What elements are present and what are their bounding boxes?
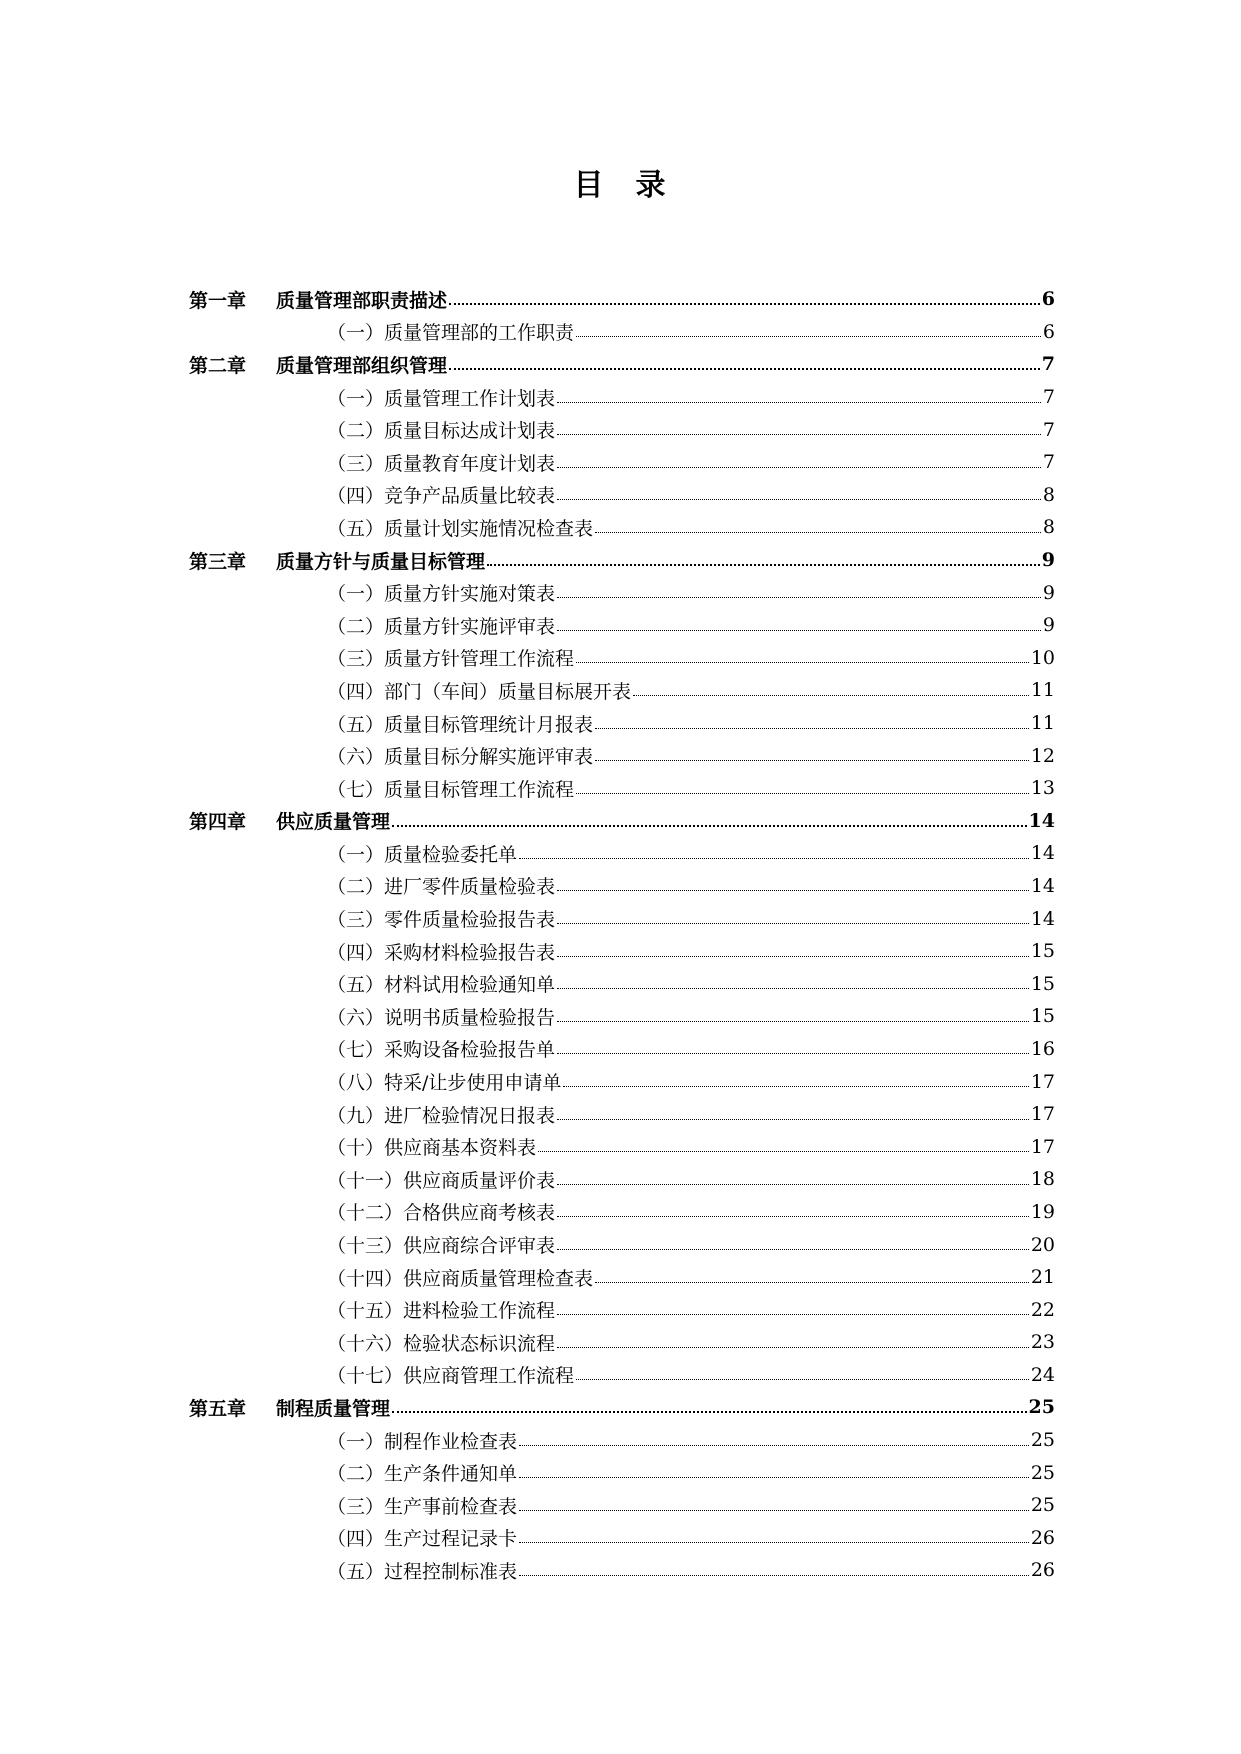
toc-page-number: 17 [1030, 1135, 1055, 1158]
page-title [0, 160, 1241, 204]
toc-entry-title: （五）材料试用检验通知单 [327, 974, 556, 997]
toc-section-entry[interactable] [189, 446, 1055, 479]
toc-entry-title: （二）质量目标达成计划表 [327, 420, 556, 443]
toc-page-number: 14 [1030, 907, 1055, 930]
toc-dot-leader [563, 1066, 1028, 1087]
toc-page-number: 26 [1030, 1559, 1055, 1582]
toc-section-entry[interactable] [189, 316, 1055, 349]
toc-page-number: 23 [1030, 1331, 1055, 1354]
toc-dot-leader [519, 1457, 1029, 1478]
toc-page-number: 15 [1030, 972, 1055, 995]
toc-section-entry[interactable] [189, 1456, 1055, 1489]
toc-entry-title: 制程质量管理 [276, 1397, 391, 1420]
toc-entry-title: （十六）检验状态标识流程 [327, 1332, 556, 1355]
toc-section-entry[interactable] [189, 772, 1055, 805]
toc-entry-title: （十三）供应商综合评审表 [327, 1235, 556, 1258]
toc-dot-leader [557, 447, 1041, 468]
toc-entry-title: （十四）供应商质量管理检查表 [327, 1267, 594, 1290]
toc-page-number: 16 [1030, 1037, 1055, 1060]
toc-dot-leader [595, 708, 1029, 729]
toc-chapter-number: 第三章 [189, 550, 247, 573]
toc-section-entry[interactable] [189, 1489, 1055, 1522]
toc-entry-title: （七）质量目标管理工作流程 [327, 778, 575, 801]
toc-page-number: 7 [1042, 386, 1055, 409]
toc-section-entry[interactable] [189, 1424, 1055, 1457]
toc-entry-title: （八）特采/让步使用申请单 [327, 1072, 562, 1095]
toc-page-number: 9 [1041, 549, 1055, 572]
toc-section-entry[interactable] [189, 1261, 1055, 1294]
toc-page-number: 17 [1030, 1070, 1055, 1093]
toc-chapter-number: 第五章 [189, 1397, 247, 1420]
toc-dot-leader [557, 1033, 1029, 1054]
toc-entry-title: （十七）供应商管理工作流程 [327, 1365, 575, 1388]
table-of-contents [189, 283, 1055, 1587]
toc-page-number: 6 [1042, 320, 1055, 343]
toc-entry-title: （十二）合格供应商考核表 [327, 1202, 556, 1225]
toc-chapter-number: 第一章 [189, 289, 247, 312]
toc-section-entry[interactable] [189, 674, 1055, 707]
toc-page-number: 8 [1042, 516, 1055, 539]
toc-page-number: 15 [1030, 940, 1055, 963]
toc-dot-leader [519, 1522, 1029, 1543]
toc-dot-leader [595, 740, 1029, 761]
toc-entry-title: 质量管理部职责描述 [276, 289, 448, 312]
toc-dot-leader [449, 283, 1040, 305]
toc-entry-title: （九）进厂检验情况日报表 [327, 1104, 556, 1127]
toc-page-number: 9 [1042, 581, 1055, 604]
toc-dot-leader [595, 512, 1041, 533]
page-title-char-2: 录 [635, 168, 668, 203]
toc-dot-leader [576, 1359, 1029, 1380]
toc-entry-title: （四）竞争产品质量比较表 [327, 485, 556, 508]
toc-entry-title: （一）质量管理部的工作职责 [327, 322, 575, 345]
toc-page-number: 18 [1030, 1168, 1055, 1191]
toc-entry-title: （十五）进料检验工作流程 [327, 1300, 556, 1323]
toc-section-entry[interactable] [189, 511, 1055, 544]
toc-dot-leader [576, 773, 1029, 794]
toc-section-entry[interactable] [189, 1293, 1055, 1326]
toc-chapter-entry[interactable] [189, 283, 1055, 316]
toc-page-number: 14 [1030, 842, 1055, 865]
toc-section-entry[interactable] [189, 870, 1055, 903]
toc-chapter-number: 第二章 [189, 354, 247, 377]
toc-entry-title: （六）说明书质量检验报告 [327, 1006, 556, 1029]
toc-entry-title: （三）生产事前检查表 [327, 1495, 518, 1518]
toc-dot-leader [557, 870, 1029, 891]
toc-dot-leader [538, 1131, 1029, 1152]
toc-page-number: 7 [1042, 451, 1055, 474]
toc-entry-title: （三）质量教育年度计划表 [327, 452, 556, 475]
toc-entry-title: 质量方针与质量目标管理 [276, 550, 486, 573]
toc-section-entry[interactable] [189, 902, 1055, 935]
toc-dot-leader [633, 675, 1029, 696]
toc-dot-leader [519, 1425, 1029, 1446]
toc-page-number: 12 [1030, 744, 1055, 767]
toc-section-entry[interactable] [189, 1228, 1055, 1261]
toc-section-entry[interactable] [189, 1098, 1055, 1131]
toc-dot-leader [519, 838, 1029, 859]
toc-chapter-number: 第四章 [189, 811, 247, 834]
toc-dot-leader [557, 1001, 1029, 1022]
toc-entry-title: （十一）供应商质量评价表 [327, 1169, 556, 1192]
toc-dot-leader [557, 1229, 1029, 1250]
toc-dot-leader [557, 414, 1041, 435]
toc-chapter-entry[interactable] [189, 805, 1055, 838]
toc-page-number: 11 [1030, 679, 1055, 702]
toc-entry-title: 质量管理部组织管理 [276, 354, 448, 377]
toc-dot-leader [519, 1555, 1029, 1576]
toc-chapter-entry[interactable] [189, 544, 1055, 577]
toc-chapter-entry[interactable] [189, 348, 1055, 381]
toc-dot-leader [557, 1327, 1029, 1348]
toc-section-entry[interactable] [189, 479, 1055, 512]
toc-section-entry[interactable] [189, 576, 1055, 609]
toc-dot-leader [519, 1490, 1029, 1511]
toc-page-number: 15 [1030, 1005, 1055, 1028]
toc-section-entry[interactable] [189, 1065, 1055, 1098]
toc-entry-title: （三）零件质量检验报告表 [327, 909, 556, 932]
toc-page-number: 17 [1030, 1103, 1055, 1126]
toc-section-entry[interactable] [189, 1163, 1055, 1196]
toc-dot-leader [557, 968, 1029, 989]
toc-section-entry[interactable] [189, 1359, 1055, 1392]
toc-dot-leader [557, 479, 1041, 500]
toc-dot-leader [557, 1294, 1029, 1315]
toc-section-entry[interactable] [189, 1000, 1055, 1033]
toc-entry-title: （四）生产过程记录卡 [327, 1528, 518, 1551]
toc-dot-leader [449, 348, 1040, 370]
toc-page-number: 9 [1042, 614, 1055, 637]
toc-section-entry[interactable] [189, 1130, 1055, 1163]
toc-entry-title: （一）制程作业检查表 [327, 1430, 518, 1453]
toc-page-number: 8 [1042, 483, 1055, 506]
toc-dot-leader [392, 805, 1027, 827]
toc-entry-title: （一）质量方针实施对策表 [327, 583, 556, 606]
toc-section-entry[interactable] [189, 1196, 1055, 1229]
toc-page-number: 20 [1030, 1233, 1055, 1256]
toc-page-number: 25 [1030, 1429, 1055, 1452]
toc-dot-leader [557, 903, 1029, 924]
toc-section-entry[interactable] [189, 609, 1055, 642]
toc-dot-leader [487, 544, 1040, 566]
toc-dot-leader [576, 642, 1029, 663]
toc-dot-leader [576, 316, 1041, 337]
toc-page-number: 7 [1042, 418, 1055, 441]
toc-page-number: 13 [1030, 777, 1055, 800]
toc-page-number: 25 [1030, 1494, 1055, 1517]
toc-page-number: 21 [1030, 1266, 1055, 1289]
toc-section-entry[interactable] [189, 935, 1055, 968]
toc-page-number: 11 [1030, 712, 1055, 735]
toc-dot-leader [557, 1099, 1029, 1120]
toc-entry-title: （三）质量方针管理工作流程 [327, 648, 575, 671]
page-title-char-1: 目 [573, 168, 606, 203]
toc-page-number: 24 [1030, 1363, 1055, 1386]
toc-dot-leader [557, 936, 1029, 957]
toc-page-number: 6 [1041, 288, 1055, 311]
toc-section-entry[interactable] [189, 837, 1055, 870]
toc-section-entry[interactable] [189, 1326, 1055, 1359]
toc-entry-title: （四）部门（车间）质量目标展开表 [327, 680, 632, 703]
toc-chapter-entry[interactable] [189, 1391, 1055, 1424]
toc-section-entry[interactable] [189, 413, 1055, 446]
toc-entry-title: （一）质量管理工作计划表 [327, 387, 556, 410]
toc-page-number: 14 [1028, 809, 1055, 832]
toc-entry-title: （一）质量检验委托单 [327, 843, 518, 866]
toc-section-entry[interactable] [189, 707, 1055, 740]
toc-entry-title: （七）采购设备检验报告单 [327, 1039, 556, 1062]
toc-section-entry[interactable] [189, 967, 1055, 1000]
toc-page-number: 7 [1041, 353, 1055, 376]
toc-dot-leader [557, 382, 1041, 403]
toc-section-entry[interactable] [189, 739, 1055, 772]
toc-dot-leader [595, 1262, 1029, 1283]
toc-page-number: 25 [1028, 1396, 1055, 1419]
toc-section-entry[interactable] [189, 1554, 1055, 1587]
toc-entry-title: （十）供应商基本资料表 [327, 1137, 537, 1160]
toc-dot-leader [392, 1391, 1027, 1413]
toc-section-entry[interactable] [189, 642, 1055, 675]
toc-dot-leader [557, 610, 1041, 631]
toc-page-number: 26 [1030, 1526, 1055, 1549]
toc-section-entry[interactable] [189, 1033, 1055, 1066]
toc-entry-title: （五）过程控制标准表 [327, 1560, 518, 1583]
toc-entry-title: （二）质量方针实施评审表 [327, 615, 556, 638]
toc-dot-leader [557, 577, 1041, 598]
toc-page-number: 22 [1030, 1298, 1055, 1321]
toc-dot-leader [557, 1196, 1029, 1217]
toc-entry-title: 供应质量管理 [276, 811, 391, 834]
toc-dot-leader [557, 1164, 1029, 1185]
toc-page-number: 14 [1030, 874, 1055, 897]
toc-entry-title: （五）质量目标管理统计月报表 [327, 713, 594, 736]
toc-section-entry[interactable] [189, 1522, 1055, 1555]
toc-page-number: 19 [1030, 1200, 1055, 1223]
toc-entry-title: （二）进厂零件质量检验表 [327, 876, 556, 899]
toc-entry-title: （二）生产条件通知单 [327, 1463, 518, 1486]
toc-page-number: 10 [1030, 646, 1055, 669]
toc-entry-title: （四）采购材料检验报告表 [327, 941, 556, 964]
toc-page-number: 25 [1030, 1461, 1055, 1484]
toc-section-entry[interactable] [189, 381, 1055, 414]
toc-entry-title: （五）质量计划实施情况检查表 [327, 517, 594, 540]
toc-entry-title: （六）质量目标分解实施评审表 [327, 746, 594, 769]
